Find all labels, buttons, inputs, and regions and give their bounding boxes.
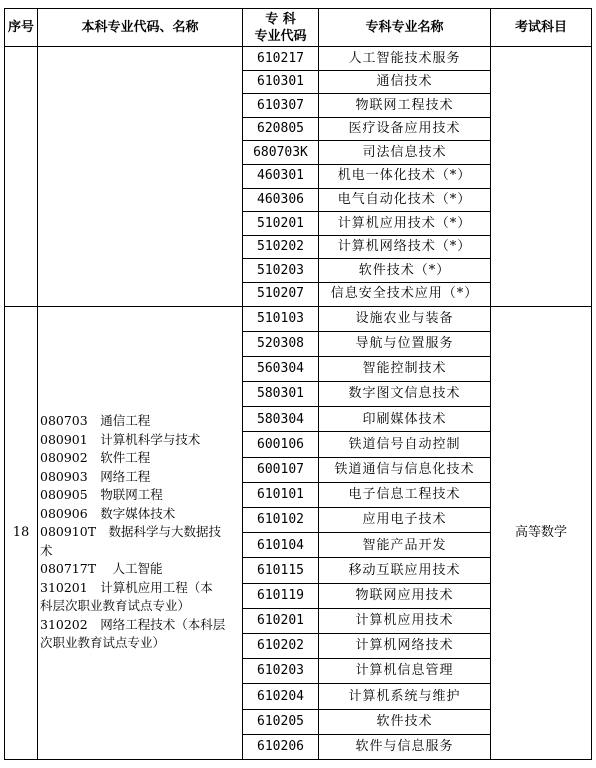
major-code-cell: 460306 [243, 188, 319, 212]
undergrad-cell [38, 306, 243, 759]
undergrad-line: 310202 网络工程技术（本科层 [40, 616, 226, 632]
major-name-cell: 计算机网络技术（*） [319, 235, 491, 259]
major-name-cell: 司法信息技术 [319, 141, 491, 165]
major-name-cell: 电气自动化技术（*） [319, 188, 491, 212]
major-code-cell: 610307 [243, 94, 319, 118]
seq-cell [5, 47, 38, 307]
major-code-cell: 610101 [243, 482, 319, 507]
major-name-cell: 智能产品开发 [319, 533, 491, 558]
subject-cell: 高等数学 [491, 306, 592, 759]
major-code-cell: 610217 [243, 47, 319, 71]
header-undergrad: 本科专业代码、名称 [38, 9, 243, 47]
table-row [5, 306, 592, 331]
major-name-cell: 计算机网络技术 [319, 633, 491, 658]
undergrad-line: 科层次职业教育试点专业） [40, 598, 191, 614]
undergrad-line: 次职业教育试点专业） [40, 635, 166, 651]
header-seq: 序号 [5, 9, 38, 47]
undergrad-line: 310201 计算机应用工程（本 [40, 579, 213, 595]
header-subject: 考试科目 [491, 9, 592, 47]
major-name-cell: 数字图文信息技术 [319, 382, 491, 407]
major-name-cell: 人工智能技术服务 [319, 47, 491, 71]
major-name-cell: 信息安全技术应用（*） [319, 282, 491, 306]
major-name-cell: 智能控制技术 [319, 356, 491, 381]
undergrad-line: 080717T 人工智能 [40, 561, 163, 577]
major-code-cell: 580301 [243, 382, 319, 407]
undergrad-line: 080905 物联网工程 [40, 487, 163, 503]
major-code-cell: 460301 [243, 164, 319, 188]
table-row [5, 47, 592, 71]
major-code-cell: 610119 [243, 583, 319, 608]
major-name-cell: 计算机应用技术 [319, 608, 491, 633]
major-code-cell: 680703K [243, 141, 319, 165]
major-name-cell: 移动互联应用技术 [319, 558, 491, 583]
subject-cell [491, 47, 592, 307]
major-code-cell: 610202 [243, 633, 319, 658]
major-name-cell: 铁道信号自动控制 [319, 432, 491, 457]
header-major: 专科专业名称 [319, 9, 491, 47]
major-code-cell: 620805 [243, 117, 319, 141]
header-code [243, 9, 319, 47]
major-name-cell: 物联网应用技术 [319, 583, 491, 608]
major-code-cell: 510201 [243, 212, 319, 236]
major-code-cell: 610204 [243, 684, 319, 709]
undergrad-line: 080901 计算机科学与技术 [40, 431, 201, 447]
major-name-cell: 医疗设备应用技术 [319, 117, 491, 141]
major-name-cell: 机电一体化技术（*） [319, 164, 491, 188]
undergrad-cell [38, 47, 243, 307]
major-name-cell: 应用电子技术 [319, 508, 491, 533]
major-code-cell: 610102 [243, 508, 319, 533]
major-name-cell: 铁道通信与信息化技术 [319, 457, 491, 482]
major-name-cell: 计算机系统与维护 [319, 684, 491, 709]
major-name-cell: 软件与信息服务 [319, 734, 491, 759]
major-code-cell: 600107 [243, 457, 319, 482]
major-name-cell: 通信技术 [319, 70, 491, 94]
table-body [5, 47, 592, 760]
major-name-cell: 软件技术 [319, 709, 491, 734]
header-code-line1: 专 科 [265, 11, 296, 27]
major-code-cell: 580304 [243, 407, 319, 432]
undergrad-line: 080906 数字媒体技术 [40, 505, 176, 521]
major-name-cell: 物联网工程技术 [319, 94, 491, 118]
seq-cell: 18 [5, 306, 38, 759]
undergrad-line: 080902 软件工程 [40, 450, 151, 466]
major-code-cell: 610104 [243, 533, 319, 558]
undergrad-line: 080703 通信工程 [40, 413, 151, 429]
header-row [5, 9, 592, 47]
major-code-cell: 600106 [243, 432, 319, 457]
major-code-cell: 610206 [243, 734, 319, 759]
undergrad-line: 术 [40, 542, 53, 558]
major-name-cell: 软件技术（*） [319, 259, 491, 283]
major-code-cell: 610115 [243, 558, 319, 583]
major-code-cell: 510202 [243, 235, 319, 259]
major-code-cell: 510103 [243, 306, 319, 331]
major-name-cell: 电子信息工程技术 [319, 482, 491, 507]
major-name-cell: 设施农业与装备 [319, 306, 491, 331]
major-name-cell: 印刷媒体技术 [319, 407, 491, 432]
undergrad-line: 080910T 数据科学与大数据技 [40, 524, 222, 540]
majors-table [4, 8, 592, 760]
major-code-cell: 560304 [243, 356, 319, 381]
major-code-cell: 520308 [243, 331, 319, 356]
major-code-cell: 610301 [243, 70, 319, 94]
major-code-cell: 510207 [243, 282, 319, 306]
major-name-cell: 导航与位置服务 [319, 331, 491, 356]
header-code-line2: 专业代码 [254, 28, 307, 44]
major-code-cell: 610203 [243, 659, 319, 684]
major-code-cell: 610201 [243, 608, 319, 633]
major-code-cell: 610205 [243, 709, 319, 734]
major-code-cell: 510203 [243, 259, 319, 283]
major-name-cell: 计算机应用技术（*） [319, 212, 491, 236]
major-name-cell: 计算机信息管理 [319, 659, 491, 684]
undergrad-line: 080903 网络工程 [40, 468, 151, 484]
